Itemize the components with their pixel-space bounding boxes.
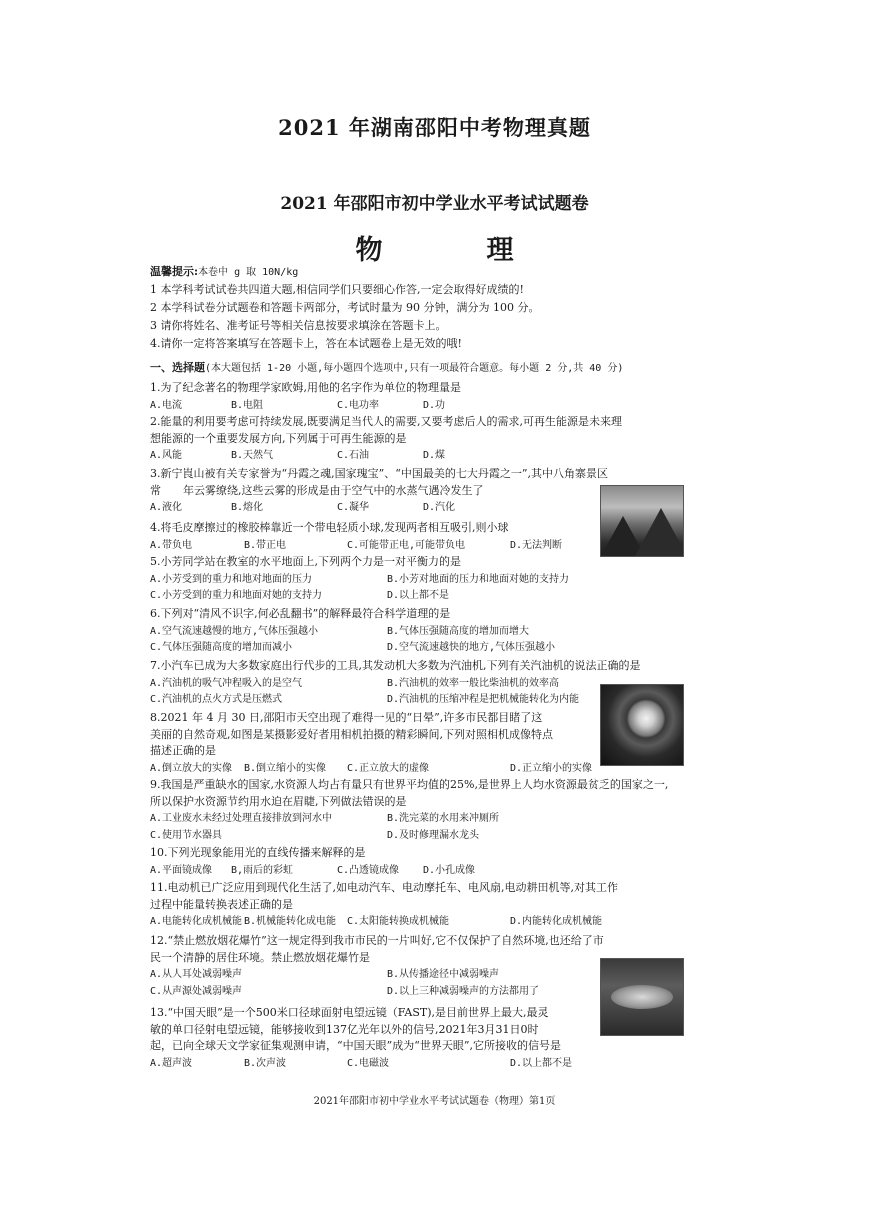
question-13-stem: 13.“中国天眼”是一个500米口径球面射电望远镜（FAST),是目前世界上最大,最灵 [150,1006,549,1019]
question-12-stem: 民一个清静的居住环境。禁止燃放烟花爆竹是 [150,950,370,964]
question-6-option: B.气体压强随高度的增加而增大 [387,625,530,637]
question-6-option: D.空气流速越快的地方,气体压强越小 [387,642,556,653]
question-5-option: A.小芳受到的重力和地对地面的压力 [150,573,313,585]
question-3-option: A.液化 [150,502,183,513]
question-12-option: D.以上三种减弱噪声的方法都用了 [387,985,540,997]
question-11-option: C.太阳能转换成机械能 [347,916,450,927]
note-3: 3 请你将姓名、准考证号等相关信息按要求填涂在答题卡上。 [150,319,447,332]
question-5-option: D.以上都不是 [387,590,450,601]
question-13-option: D.以上都不是 [510,1057,573,1069]
question-10-option: D.小孔成像 [423,864,476,876]
tip-line [150,265,298,279]
exam-title: 2021 年邵阳市初中学业水平考试试题卷 [280,194,589,214]
note-1: 1 本学科考试试卷共四道大题,相信同学们只要细心作答,一定会取得好成绩的! [150,283,524,296]
question-4-stem: 4.将毛皮摩擦过的橡胶棒靠近一个带电轻质小球,发现两者相互吸引,则小球 [150,521,509,534]
question-10-option: A.平面镜成像 [150,864,213,876]
tip-text: 本卷中 g 取 10N/kg [198,267,299,278]
question-11-stem: 过程中能量转换表述正确的是 [150,897,293,911]
question-3-stem: 3.新宁崀山被有关专家誉为“丹霞之魂,国家瑰宝”、“中国最美的七大丹霞之一”,其中八角寨景区 [150,467,608,480]
question-10-option: C.凸透镜成像 [337,864,400,876]
question-8-option: A.倒立放大的实像 [150,762,233,774]
question-13-option: C.电磁波 [347,1057,390,1069]
question-4-option: C.可能带正电,可能带负电 [347,539,466,551]
question-6-option: C.气体压强随高度的增加而减小 [150,642,293,653]
subject-heading: 物理 [355,235,618,266]
question-11-option: D.内能转化成机械能 [510,916,603,927]
question-8-stem: 8.2021 年 4 月 30 日,邵阳市天空出现了难得一见的“日晕”,许多市民都目睹了这 [150,711,543,724]
question-13-option: B.次声波 [244,1057,287,1069]
question-8-option: C.正立放大的虚像 [347,762,430,774]
question-8-stem: 描述正确的是 [150,744,216,757]
question-5-option: C.小芳受到的重力和地面对她的支持力 [150,590,323,601]
question-3-option: D.汽化 [423,502,456,513]
question-4-option: B.带正电 [244,539,287,551]
question-12-option: A.从人耳处减弱噪声 [150,969,243,980]
question-8-stem: 美丽的自然奇观,如图是某摄影爱好者用相机拍摄的精彩瞬间,下列对照相机成像特点 [150,727,553,741]
question-3-stem: 常 年云雾缭绕,这些云雾的形成是由于空气中的水蒸气遇冷发生了 [150,483,484,497]
question-2-stem: 想能源的一个重要发展方向,下列属于可再生能源的是 [150,431,407,445]
question-4-option: A.带负电 [150,539,193,551]
question-9-option: D.及时修理漏水龙头 [387,829,480,841]
question-11-option: A.电能转化成机械能 [150,916,243,927]
question-12-stem: 12.“禁止燃放烟花爆竹”这一规定得到我市市民的一片叫好,它不仅保护了自然环境,也还给了市 [150,934,604,947]
question-1-option: A.电流 [150,399,183,411]
question-9-option: B.洗完菜的水用来冲厕所 [387,813,500,824]
mountain-photo [600,485,684,557]
section-desc: (本大题包括 1-20 小题,每小题四个选项中,只有一项最符合题意。每小题 2 分,共 40 分) [205,363,624,374]
question-9-option: A.工业废水未经过处理直接排放到河水中 [150,813,333,824]
question-2-stem: 2.能量的利用要考虑可持续发展,既要满足当代人的需要,又要考虑后人的需求,可再生能源是未来理 [150,415,622,428]
question-11-stem: 11.电动机已广泛应用到现代化生活了,如电动汽车、电动摩托车、电风扇,电动耕田机等,对其工作 [150,881,618,894]
question-2-option: D.煤 [423,450,446,461]
note-4: 4.请你一定将答案填写在答题卡上，答在本试题卷上是无效的哦! [150,337,462,350]
question-7-option: A.汽油机的吸气冲程吸入的是空气 [150,677,303,689]
question-1-option: B.电阻 [231,399,264,411]
question-7-option: D.汽油机的压缩冲程是把机械能转化为内能 [387,694,580,705]
question-10-stem: 10.下列光现象能用光的直线传播来解释的是 [150,846,366,859]
question-8-option: D.正立缩小的实像 [510,762,593,774]
question-9-option: C.使用节水器具 [150,829,223,841]
question-13-stem: 敏的单口径射电望远镜，能够接收到137亿光年以外的信号,2021年3月31日0时 [150,1022,539,1036]
question-1-option: C.电功率 [337,399,380,411]
question-1-stem: 1.为了纪念著名的物理学家欧姆,用他的名字作为单位的物理量是 [150,381,461,394]
question-6-stem: 6.下列对“清风不识字,何必乱翻书”的解释最符合科学道理的是 [150,607,451,620]
solar-halo-photo [600,684,684,766]
question-2-option: C.石油 [337,450,370,461]
section-heading [150,361,623,375]
question-10-option: B,雨后的彩虹 [231,864,294,876]
question-1-option: D.功 [423,399,446,411]
fast-telescope-photo [600,958,684,1036]
doc-title: 2021 年湖南邵阳中考物理真题 [278,115,591,140]
page-footer: 2021年邵阳市初中学业水平考试试题卷（物理）第1页 [313,1096,556,1107]
question-9-stem: 所以保护水资源节约用水迫在眉睫,下列做法错误的是 [150,794,407,808]
question-4-option: D.无法判断 [510,539,563,551]
question-5-option: B.小芳对地面的压力和地面对她的支持力 [387,573,570,585]
question-8-option: B.倒立缩小的实像 [244,762,327,774]
question-7-stem: 7.小汽车已成为大多数家庭出行代步的工具,其发动机大多数为汽油机,下列有关汽油机的说法正确的是 [150,659,641,672]
question-11-option: B.机械能转化成电能 [244,916,337,927]
question-12-option: C.从声源处减弱噪声 [150,985,243,997]
question-7-option: C.汽油机的点火方式是压燃式 [150,694,283,705]
question-6-option: A.空气流速越慢的地方,气体压强越小 [150,625,319,637]
question-3-option: B.熔化 [231,502,264,513]
question-5-stem: 5.小芳同学站在教室的水平地面上,下列两个力是一对平衡力的是 [150,555,461,568]
question-13-option: A.超声波 [150,1057,193,1069]
question-13-stem: 起，已向全球天文学家征集观测申请，“中国天眼”成为“世界天眼”,它所接收的信号是 [150,1039,561,1052]
question-9-stem: 9.我国是严重缺水的国家,水资源人均占有量只有世界平均值的25%,是世界上人均水资源最贫乏的国家之一, [150,778,669,791]
question-3-option: C.凝华 [337,502,370,513]
question-2-option: B.天然气 [231,450,274,461]
question-12-option: B.从传播途径中减弱噪声 [387,969,500,980]
note-2: 2 本学科试卷分试题卷和答题卡两部分，考试时量为 90 分钟，满分为 100 分。 [150,301,540,314]
question-7-option: B.汽油机的效率一般比柴油机的效率高 [387,677,560,689]
section-label: 一、选择题 [150,361,205,374]
question-2-option: A.风能 [150,450,183,461]
tip-label: 温馨提示: [150,265,199,278]
